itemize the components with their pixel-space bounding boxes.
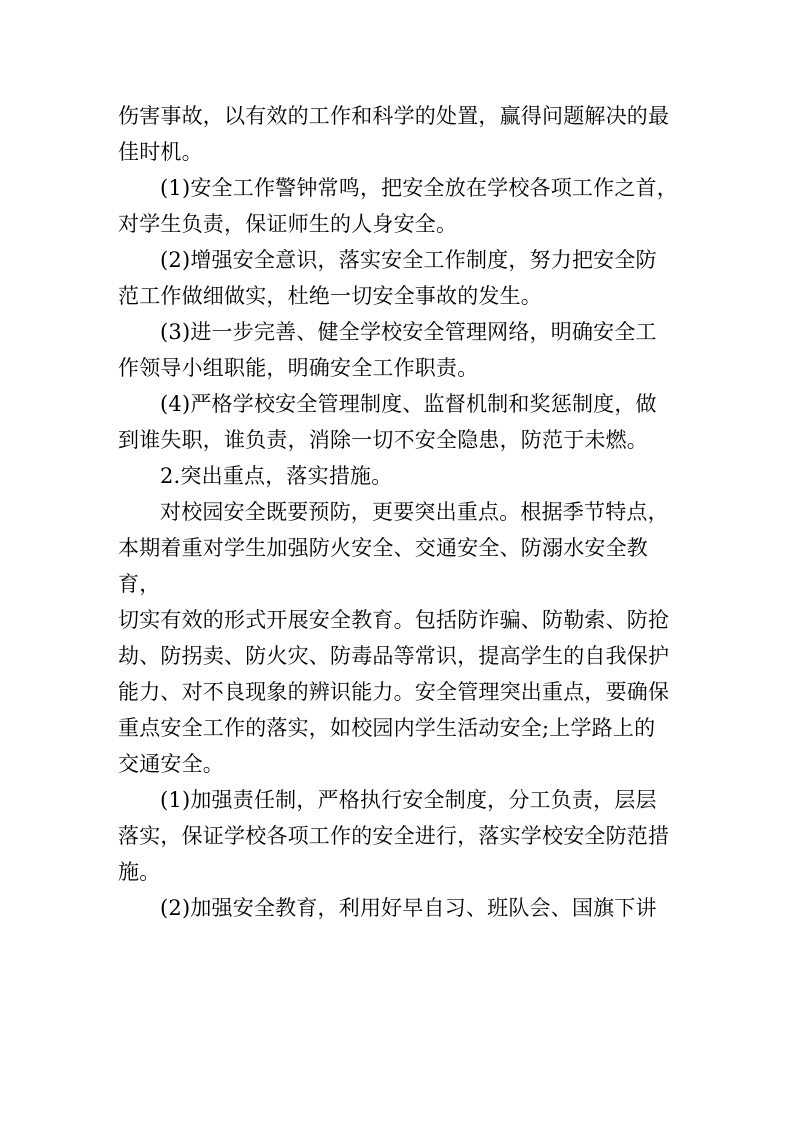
paragraph-7-line-2: 本期着重对学生加强防火安全、交通安全、防溺水安全教育， bbox=[118, 536, 648, 596]
paragraph-1 bbox=[118, 98, 678, 170]
paragraph-4-line-2: 作领导小组职能，明确安全工作职责。 bbox=[118, 356, 479, 380]
paragraph-1-line-1: 伤害事故，以有效的工作和科学的处置，赢得问题解决的最 bbox=[118, 104, 670, 128]
paragraph-8-line-3: 施。 bbox=[118, 860, 161, 884]
paragraph-3 bbox=[118, 242, 678, 314]
paragraph-4-line-1: (3)进一步完善、健全学校安全管理网络，明确安全工 bbox=[160, 320, 657, 344]
paragraph-5-line-2: 到谁失职，谁负责，消除一切不安全隐患，防范于未燃。 bbox=[118, 428, 648, 452]
paragraph-7-line-4: 劫、防拐卖、防火灾、防毒品等常识，提高学生的自我保护 bbox=[118, 644, 670, 668]
paragraph-7-line-7: 交通安全。 bbox=[118, 752, 224, 776]
paragraph-7-line-3: 切实有效的形式开展安全教育。包括防诈骗、防勒索、防抢 bbox=[118, 608, 670, 632]
paragraph-6 bbox=[118, 458, 678, 494]
paragraph-8-line-2: 落实，保证学校各项工作的安全进行，落实学校安全防范措 bbox=[118, 824, 670, 848]
paragraph-7 bbox=[118, 494, 678, 782]
paragraph-8-line-1: (1)加强责任制，严格执行安全制度，分工负责，层层 bbox=[160, 788, 657, 812]
paragraph-7-line-5: 能力、对不良现象的辨识能力。安全管理突出重点，要确保 bbox=[118, 680, 670, 704]
paragraph-6-line-1: 2.突出重点，落实措施。 bbox=[160, 464, 393, 488]
paragraph-5-line-1: (4)严格学校安全管理制度、监督机制和奖惩制度，做 bbox=[160, 392, 657, 416]
paragraph-2-line-1: (1)安全工作警钟常鸣，把安全放在学校各项工作之首， bbox=[160, 176, 678, 200]
paragraph-9 bbox=[118, 890, 678, 926]
paragraph-1-line-2: 佳时机。 bbox=[118, 140, 203, 164]
paragraph-2-line-2: 对学生负责，保证师生的人身安全。 bbox=[118, 212, 458, 236]
paragraph-8 bbox=[118, 782, 678, 890]
paragraph-5 bbox=[118, 386, 678, 458]
document-body bbox=[118, 98, 678, 926]
paragraph-9-line-1: (2)加强安全教育，利用好早自习、班队会、国旗下讲 bbox=[160, 896, 657, 920]
paragraph-3-line-2: 范工作做细做实，杜绝一切安全事故的发生。 bbox=[118, 284, 542, 308]
paragraph-7-line-6: 重点安全工作的落实，如校园内学生活动安全;上学路上的 bbox=[118, 716, 656, 740]
paragraph-4 bbox=[118, 314, 678, 386]
paragraph-3-line-1: (2)增强安全意识，落实安全工作制度，努力把安全防 bbox=[160, 248, 657, 272]
paragraph-7-line-1: 对校园安全既要预防，更要突出重点。根据季节特点， bbox=[160, 500, 669, 524]
paragraph-2 bbox=[118, 170, 678, 242]
